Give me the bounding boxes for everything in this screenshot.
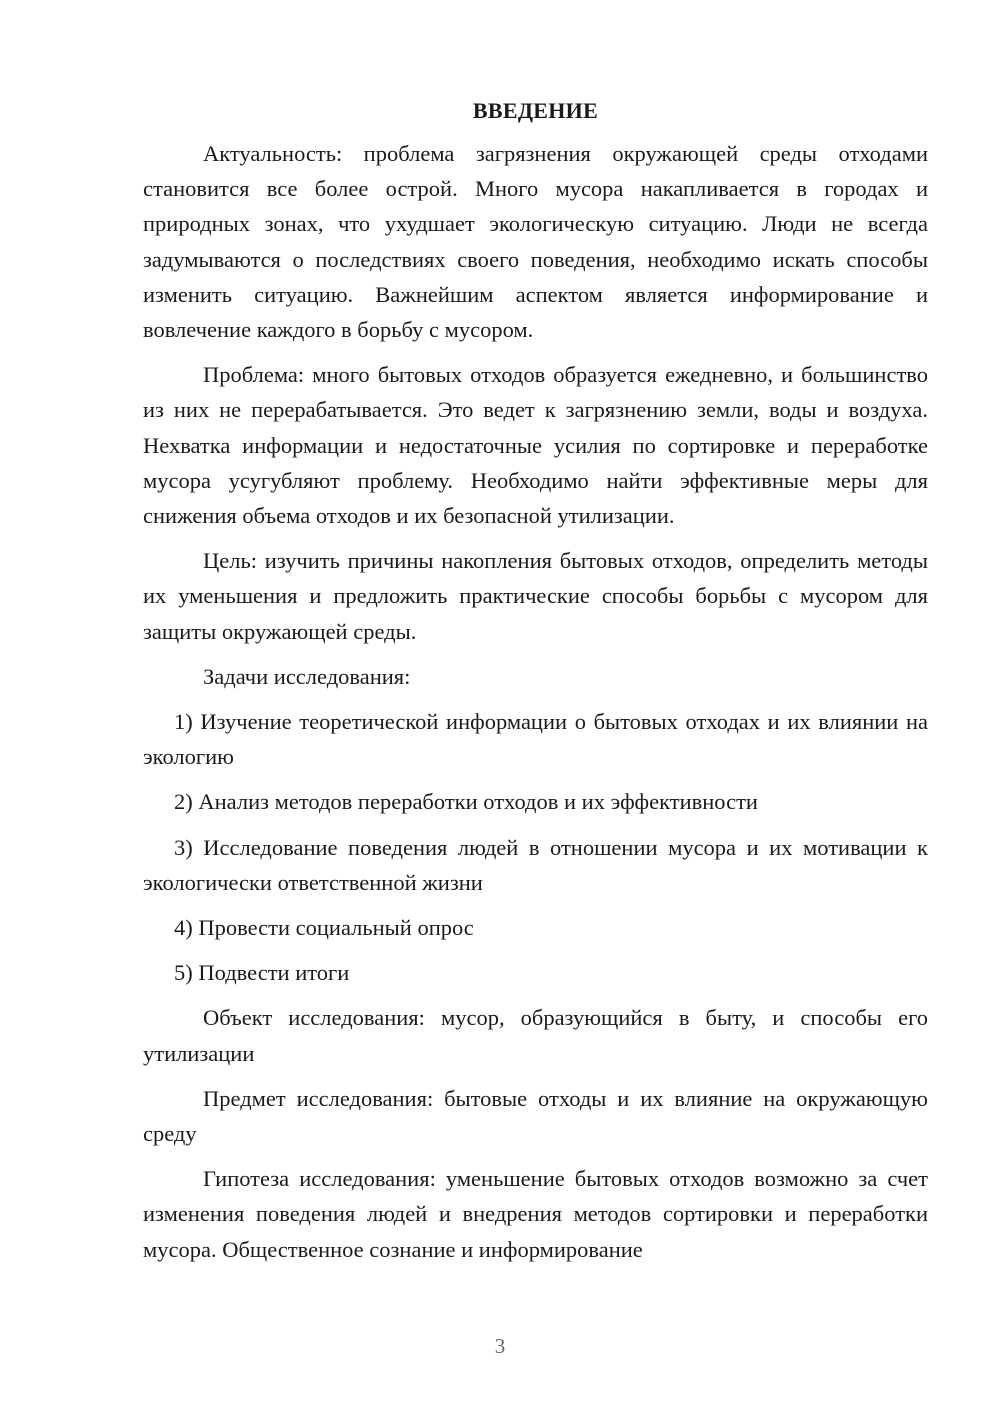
page-number: 3 — [494, 1334, 506, 1358]
subject-paragraph: Предмет исследования: бытовые отходы и их влияние на окружающую среду — [143, 1085, 928, 1147]
goal-paragraph: Цель: изучить причины накопления бытовых отходов, определить методы их уменьшения и предложить практические способы борьбы с мусором для защиты окружающей среды. — [143, 548, 928, 644]
task-item: 1) Изучение теоретической информации о бытовых отходах и их влиянии на экологию — [143, 709, 928, 770]
object-paragraph: Объект исследования: мусор, образующийся в быту, и способы его утилизации — [143, 1005, 928, 1066]
tasks-heading: Задачи исследования: — [203, 663, 411, 689]
relevance-paragraph: Актуальность: проблема загрязнения окружающей среды отходами становится все более острой. Много мусора накапливается в городах и природных зонах, что ухудшает экологическую ситуацию. Люди не всегда задумываются о последствиях своего поведения, необходимо искать способы изменить ситуацию. Важнейшим аспектом является информирование и вовлечение каждого в борьбу с мусором. — [143, 141, 928, 343]
task-item: 2) Анализ методов переработки отходов и их эффективности — [174, 789, 758, 815]
task-item: 4) Провести социальный опрос — [174, 915, 474, 941]
problem-paragraph: Проблема: много бытовых отходов образуется ежедневно, и большинство из них не перерабатывается. Это ведет к загрязнению земли, воды и воздуха. Нехватка информации и недостаточные усилия по сортировке и переработке мусора усугубляют проблему. Необходимо найти эффективные меры для снижения объема отходов и их безопасной утилизации. — [143, 362, 928, 529]
document-body — [143, 96, 928, 1277]
section-title: ВВЕДЕНИЕ — [472, 98, 599, 123]
hypothesis-paragraph: Гипотеза исследования: уменьшение бытовых отходов возможно за счет изменения поведения людей и внедрения методов сортировки и переработки мусора. Общественное сознание и информирование — [143, 1166, 928, 1262]
task-item: 3) Исследование поведения людей в отношении мусора и их мотивации к экологически ответственной жизни — [143, 834, 928, 895]
task-item: 5) Подвести итоги — [174, 960, 350, 986]
